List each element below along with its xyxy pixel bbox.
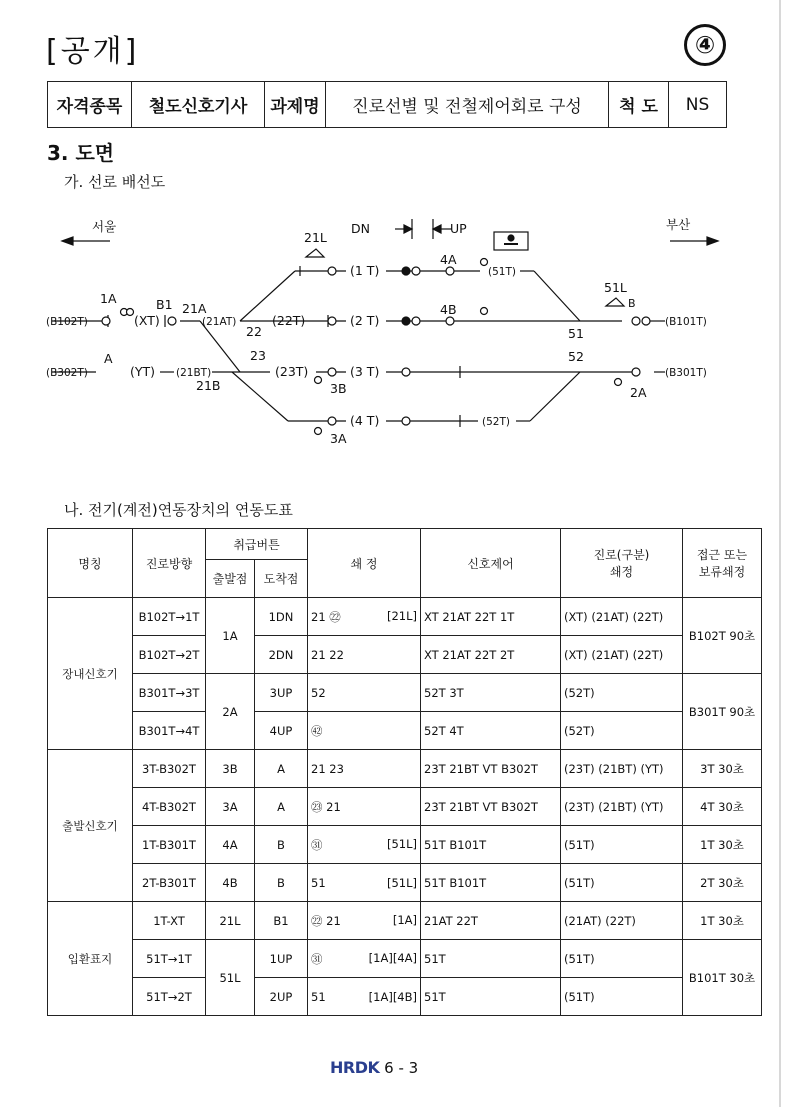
- signal-a: A: [104, 351, 113, 366]
- route-cell: 3T-B302T: [133, 750, 206, 788]
- route-cell: B102T→2T: [133, 636, 206, 674]
- scale-value: NS: [669, 82, 727, 128]
- approach-cell: 4T 30초: [683, 788, 762, 826]
- subsection-a-title: 가. 선로 배선도: [64, 173, 166, 191]
- signal-cell: 51T: [421, 940, 561, 978]
- signal-cell: 51T B101T: [421, 826, 561, 864]
- lock-cell: ㉓ 21: [308, 788, 421, 826]
- track-21at: (21AT): [202, 316, 237, 328]
- track-xt: (XT): [134, 313, 160, 328]
- col-start: 출발점: [206, 560, 255, 598]
- col-name: 명칭: [48, 529, 133, 598]
- route-cell: B301T→3T: [133, 674, 206, 712]
- table-row: [48, 636, 762, 674]
- approach-cell: 1T 30초: [683, 902, 762, 940]
- signal-b1: B1: [156, 297, 173, 312]
- signal-21l: 21L: [304, 230, 327, 245]
- track-4t: (4 T): [350, 413, 380, 428]
- table-row: [48, 826, 762, 864]
- col-route: 진로방향: [133, 529, 206, 598]
- hrdk-logo: HRDK: [330, 1058, 380, 1077]
- track-52t: (52T): [482, 416, 510, 428]
- table-row: [48, 864, 762, 902]
- col-button: 취급버튼: [206, 529, 308, 560]
- table-row: [48, 902, 762, 940]
- end-cell: 4UP: [255, 712, 308, 750]
- track-51t: (51T): [488, 266, 516, 278]
- route-cell: 1T-XT: [133, 902, 206, 940]
- signal-cell: 51T B101T: [421, 864, 561, 902]
- route-cell: 1T-B301T: [133, 826, 206, 864]
- col-signal: 신호제어: [421, 529, 561, 598]
- task-label: 과제명: [265, 82, 326, 128]
- route-cell: 2T-B301T: [133, 864, 206, 902]
- up-label: UP: [450, 221, 467, 236]
- approach-cell: 1T 30초: [683, 826, 762, 864]
- seoul-arrowhead: [62, 237, 73, 245]
- approach-cell: B301T 90초: [683, 674, 762, 750]
- doc-label: [공개]: [46, 34, 140, 69]
- col-lock: 쇄 정: [308, 529, 421, 598]
- group-name: 입환표지: [48, 902, 133, 1016]
- table-row: [48, 978, 762, 1016]
- signal-3b: 3B: [330, 381, 347, 396]
- lock-cell: ㉛ [51L]: [308, 826, 421, 864]
- route-lock-cell: (23T) (21BT) (YT): [561, 788, 683, 826]
- end-cell: B: [255, 864, 308, 902]
- route-lock-cell: (23T) (21BT) (YT): [561, 750, 683, 788]
- col-end: 도착점: [255, 560, 308, 598]
- table-row: [48, 674, 762, 712]
- signal-21b: 21B: [196, 378, 221, 393]
- qual-value: 철도신호기사: [132, 82, 265, 128]
- table-row: [48, 940, 762, 978]
- end-cell: 1UP: [255, 940, 308, 978]
- page-footer: [330, 1058, 418, 1077]
- end-cell: 2DN: [255, 636, 308, 674]
- signal-23: 23: [250, 348, 266, 363]
- route-lock-cell: (51T): [561, 940, 683, 978]
- table-header-row: [48, 529, 762, 560]
- start-cell: 3B: [206, 750, 255, 788]
- route-lock-cell: (51T): [561, 826, 683, 864]
- route-lock-cell: (51T): [561, 864, 683, 902]
- dn-label: DN: [351, 221, 370, 236]
- signal-cell: 51T: [421, 978, 561, 1016]
- route-lock-cell: (52T): [561, 674, 683, 712]
- end-cell: A: [255, 750, 308, 788]
- route-lock-label-1: 진로(구분): [593, 548, 650, 562]
- lock-cell: ㉛ [1A][4A]: [308, 940, 421, 978]
- signal-4b: 4B: [440, 302, 457, 317]
- approach-cell: 2T 30초: [683, 864, 762, 902]
- start-cell: 1A: [206, 598, 255, 674]
- route-lock-cell: (XT) (21AT) (22T): [561, 636, 683, 674]
- approach-label-1: 접근 또는: [696, 548, 748, 562]
- route-lock-cell: (XT) (21AT) (22T): [561, 598, 683, 636]
- signal-b: B: [628, 297, 636, 310]
- route-cell: B301T→4T: [133, 712, 206, 750]
- interlocking-table: [47, 528, 762, 1016]
- approach-cell: B101T 30초: [683, 940, 762, 1016]
- signal-1a: 1A: [100, 291, 117, 306]
- end-cell: A: [255, 788, 308, 826]
- end-cell: B: [255, 826, 308, 864]
- busan-label: 부산: [666, 217, 691, 232]
- info-bar: [47, 81, 727, 128]
- signal-cell: 23T 21BT VT B302T: [421, 788, 561, 826]
- end-cell: 1DN: [255, 598, 308, 636]
- section-title: 3. 도면: [47, 141, 115, 165]
- signal-21a: 21A: [182, 301, 207, 316]
- track-22t: (22T): [272, 313, 306, 328]
- start-cell: 21L: [206, 902, 255, 940]
- signal-cell: 52T 3T: [421, 674, 561, 712]
- qual-label: 자격종목: [48, 82, 132, 128]
- col-approach: [683, 529, 762, 598]
- track-2t: (2 T): [350, 313, 380, 328]
- signal-51l: 51L: [604, 280, 627, 295]
- page-edge: [779, 0, 781, 1107]
- scale-label: 척 도: [609, 82, 669, 128]
- signal-cell: 52T 4T: [421, 712, 561, 750]
- track-1t: (1 T): [350, 263, 380, 278]
- track-yt: (YT): [130, 364, 156, 379]
- table-row: [48, 712, 762, 750]
- signal-4a: 4A: [440, 252, 457, 267]
- track-b301t: (B301T): [665, 367, 707, 379]
- lock-cell: 51 [51L]: [308, 864, 421, 902]
- lock-cell: 52: [308, 674, 421, 712]
- lock-cell: 21 22: [308, 636, 421, 674]
- group-name: 장내신호기: [48, 598, 133, 750]
- table-row: [48, 788, 762, 826]
- signal-cell: 21AT 22T: [421, 902, 561, 940]
- task-value: 진로선별 및 전철제어회로 구성: [326, 82, 609, 128]
- page-number-badge: ④: [684, 24, 726, 66]
- page-number: 6 - 3: [384, 1059, 419, 1077]
- approach-cell: 3T 30초: [683, 750, 762, 788]
- signal-cell: XT 21AT 22T 1T: [421, 598, 561, 636]
- route-lock-cell: (21AT) (22T): [561, 902, 683, 940]
- busan-arrowhead: [707, 237, 718, 245]
- track-b101t: (B101T): [665, 316, 707, 328]
- lock-cell: 21 ㉒ [21L]: [308, 598, 421, 636]
- subsection-b-title: 나. 전기(계전)연동장치의 연동도표: [64, 501, 293, 519]
- table-row: [48, 750, 762, 788]
- track-3t: (3 T): [350, 364, 380, 379]
- route-cell: 51T→2T: [133, 978, 206, 1016]
- route-cell: 51T→1T: [133, 940, 206, 978]
- track-b302t: (B302T): [46, 367, 88, 379]
- lock-cell: 21 23: [308, 750, 421, 788]
- table-row: [48, 598, 762, 636]
- end-cell: B1: [255, 902, 308, 940]
- signal-cell: XT 21AT 22T 2T: [421, 636, 561, 674]
- seoul-label: 서울: [92, 219, 117, 234]
- signal-51: 51: [568, 326, 584, 341]
- start-cell: 51L: [206, 940, 255, 1016]
- route-lock-cell: (51T): [561, 978, 683, 1016]
- lock-cell: ㊷: [308, 712, 421, 750]
- start-cell: 4A: [206, 826, 255, 864]
- track-23t: (23T): [275, 364, 309, 379]
- track-21bt: (21BT): [176, 367, 212, 379]
- signal-cell: 23T 21BT VT B302T: [421, 750, 561, 788]
- route-lock-cell: (52T): [561, 712, 683, 750]
- lock-cell: 51 [1A][4B]: [308, 978, 421, 1016]
- signal-52: 52: [568, 349, 584, 364]
- end-cell: 2UP: [255, 978, 308, 1016]
- track-layout-diagram: [40, 205, 740, 465]
- start-cell: 4B: [206, 864, 255, 902]
- group-name: 출발신호기: [48, 750, 133, 902]
- approach-cell: B102T 90초: [683, 598, 762, 674]
- route-cell: 4T-B302T: [133, 788, 206, 826]
- track-b102t: (B102T): [46, 316, 88, 328]
- signal-22: 22: [246, 324, 262, 339]
- route-lock-label-2: 쇄정: [609, 565, 634, 579]
- col-route-lock: [561, 529, 683, 598]
- lock-cell: ㉒ 21 [1A]: [308, 902, 421, 940]
- approach-label-2: 보류쇄정: [698, 565, 746, 579]
- signal-2a: 2A: [630, 385, 647, 400]
- start-cell: 2A: [206, 674, 255, 750]
- end-cell: 3UP: [255, 674, 308, 712]
- signal-3a: 3A: [330, 431, 347, 446]
- start-cell: 3A: [206, 788, 255, 826]
- route-cell: B102T→1T: [133, 598, 206, 636]
